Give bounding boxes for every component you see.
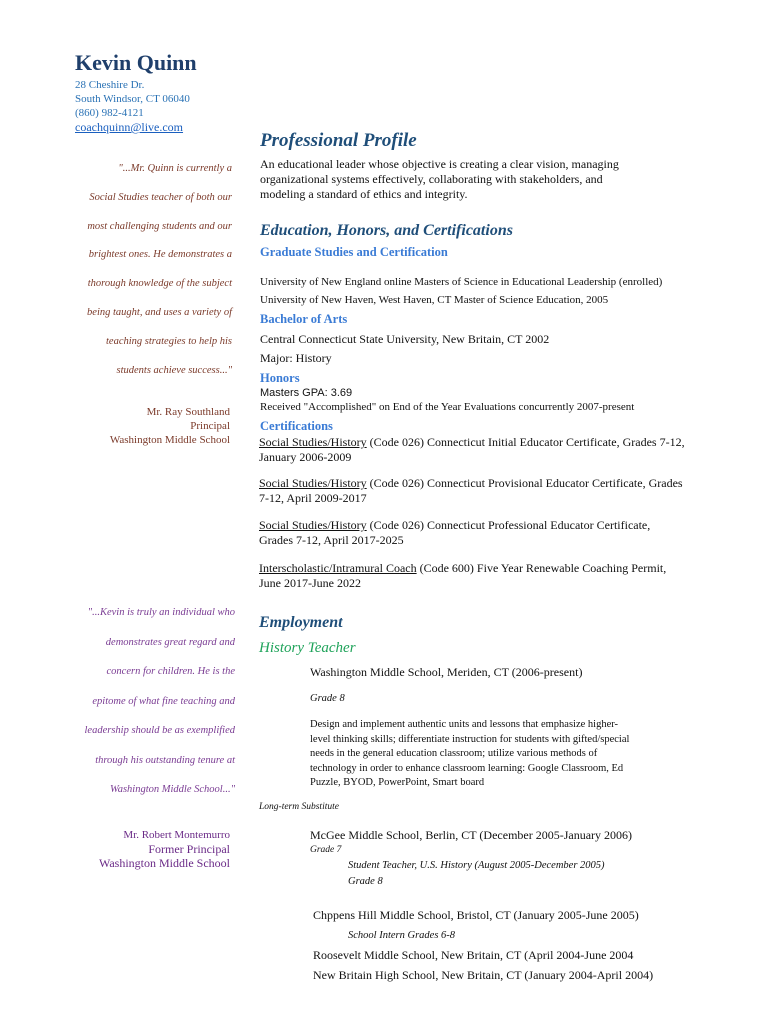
- signer-school: Washington Middle School: [109, 434, 230, 446]
- quote-line: Social Studies teacher of both our: [89, 191, 232, 203]
- quote-line: most challenging students and our: [87, 220, 232, 232]
- quote-line: "...Kevin is truly an individual who: [87, 607, 235, 618]
- quote-line: students achieve success...": [116, 364, 232, 376]
- certification-detail: (Code 026) Connecticut Initial Educator Certificate, Grades 7-12,: [366, 435, 685, 449]
- address-line-1: 28 Cheshire Dr.: [75, 79, 145, 91]
- bachelor-heading: Bachelor of Arts: [260, 312, 348, 326]
- honors-heading: Honors: [260, 371, 300, 385]
- description-line: Puzzle, BYOD, PowerPoint, Smart board: [310, 777, 485, 788]
- description-line: needs in the general education classroom; utilize various methods of: [310, 748, 598, 759]
- degree-line: University of New Haven, West Haven, CT Master of Science Education, 2005: [260, 294, 609, 306]
- graduate-studies-heading: Graduate Studies and Certification: [260, 245, 448, 259]
- signer-title: Former Principal: [148, 842, 230, 856]
- certification-item: [259, 476, 689, 506]
- bachelor-details: [260, 332, 549, 366]
- email-link[interactable]: coachquinn@live.com: [75, 120, 184, 134]
- profile-line: An educational leader whose objective is creating a clear vision, managing: [260, 157, 619, 171]
- testimonial-signature-1: [80, 405, 230, 447]
- profile-line: modeling a standard of ethics and integrity.: [260, 187, 468, 201]
- certifications-heading: Certifications: [260, 419, 333, 433]
- candidate-name: Kevin Quinn: [75, 50, 197, 75]
- job-grade: Grade 7: [310, 845, 342, 855]
- phone-number: (860) 982-4121: [75, 107, 144, 119]
- section-heading-employment: Employment: [259, 614, 343, 631]
- profile-text: [260, 157, 680, 202]
- quote-line: "...Mr. Quinn is currently a: [118, 163, 232, 174]
- long-term-substitute-label: Long-term Substitute: [259, 802, 339, 812]
- graduate-studies-list: [260, 275, 730, 307]
- honors-line: Received "Accomplished" on End of the Year Evaluations concurrently 2007-present: [260, 401, 635, 413]
- quote-line: epitome of what fine teaching and: [92, 695, 235, 707]
- certification-dates: January 2006-2009: [259, 450, 352, 464]
- certification-title: Social Studies/History: [259, 435, 367, 449]
- job-entry-chippens-hill: Chppens Hill Middle School, Bristol, CT (January 2005-June 2005): [313, 908, 639, 922]
- address-line-2: South Windsor, CT 06040: [75, 93, 190, 105]
- certification-detail: (Code 026) Connecticut Provisional Educator Certificate, Grades: [366, 476, 683, 490]
- quote-line: being taught, and uses a variety of: [87, 306, 232, 318]
- certification-item: [259, 435, 689, 465]
- job-grade: Grade 8: [310, 693, 345, 704]
- profile-line: organizational systems effectively, collaborating with stakeholders, and: [260, 172, 603, 186]
- testimonial-quote-2: [65, 598, 235, 805]
- signer-name: Mr. Robert Montemurro: [123, 829, 230, 841]
- certification-item: [259, 518, 689, 548]
- certification-item: [259, 561, 689, 591]
- degree-line: Central Connecticut State University, New Britain, CT 2002: [260, 332, 550, 346]
- certification-title: Social Studies/History: [259, 518, 367, 532]
- section-heading-profile: Professional Profile: [260, 130, 417, 151]
- intern-entry: School Intern Grades 6-8: [348, 930, 456, 941]
- certification-detail: (Code 026) Connecticut Professional Educator Certificate,: [366, 518, 651, 532]
- certification-detail: (Code 600) Five Year Renewable Coaching Permit,: [416, 561, 667, 575]
- signer-school: Washington Middle School: [98, 856, 230, 870]
- signer-name: Mr. Ray Southland: [146, 406, 230, 418]
- quote-line: thorough knowledge of the subject: [87, 278, 232, 290]
- quote-line: through his outstanding tenure at: [95, 754, 235, 766]
- job-entry-washington: Washington Middle School, Meriden, CT (2006-present): [310, 665, 583, 679]
- quote-line: concern for children. He is the: [106, 666, 235, 677]
- testimonial-quote-1: [72, 155, 232, 385]
- job-grade: Grade 8: [348, 876, 383, 887]
- quote-line: brightest ones. He demonstrates a: [88, 249, 232, 261]
- certification-title: Social Studies/History: [259, 476, 367, 490]
- testimonial-signature-2: [80, 828, 230, 870]
- job-entry-new-britain-high: New Britain High School, New Britain, CT (January 2004-April 2004): [313, 968, 654, 982]
- section-heading-education: Education, Honors, and Certifications: [260, 222, 513, 239]
- job-description: [310, 718, 690, 791]
- certification-title: Interscholastic/Intramural Coach: [259, 561, 417, 575]
- description-line: technology in order to enhance classroom learning: Google Classroom, Ed: [310, 762, 624, 774]
- honors-list: [260, 386, 634, 414]
- job-entry-roosevelt: Roosevelt Middle School, New Britain, CT (April 2004-June 2004: [313, 948, 634, 962]
- certification-dates: 7-12, April 2009-2017: [259, 491, 367, 505]
- honors-line: Masters GPA: 3.69: [260, 387, 353, 399]
- job-entry-mcgee: McGee Middle School, Berlin, CT (December 2005-January 2006): [310, 828, 633, 842]
- description-line: Design and implement authentic units and lessons that emphasize higher-: [310, 719, 619, 730]
- description-line: level thinking skills; differentiate instruction for students with gifted/special: [310, 733, 630, 745]
- role-heading: History Teacher: [259, 640, 356, 656]
- signer-title: Principal: [190, 420, 230, 432]
- student-teacher-entry: Student Teacher, U.S. History (August 2005-December 2005): [348, 860, 605, 871]
- quote-line: leadership should be as exemplified: [84, 725, 235, 736]
- quote-line: teaching strategies to help his: [106, 335, 232, 347]
- quote-line: demonstrates great regard and: [105, 636, 235, 648]
- degree-line: University of New England online Masters of Science in Educational Leadership (enrolled): [260, 276, 663, 288]
- certification-dates: June 2017-June 2022: [259, 576, 361, 590]
- major-line: Major: History: [260, 351, 332, 365]
- quote-line: Washington Middle School...": [109, 784, 235, 795]
- certification-dates: Grades 7-12, April 2017-2025: [259, 533, 404, 547]
